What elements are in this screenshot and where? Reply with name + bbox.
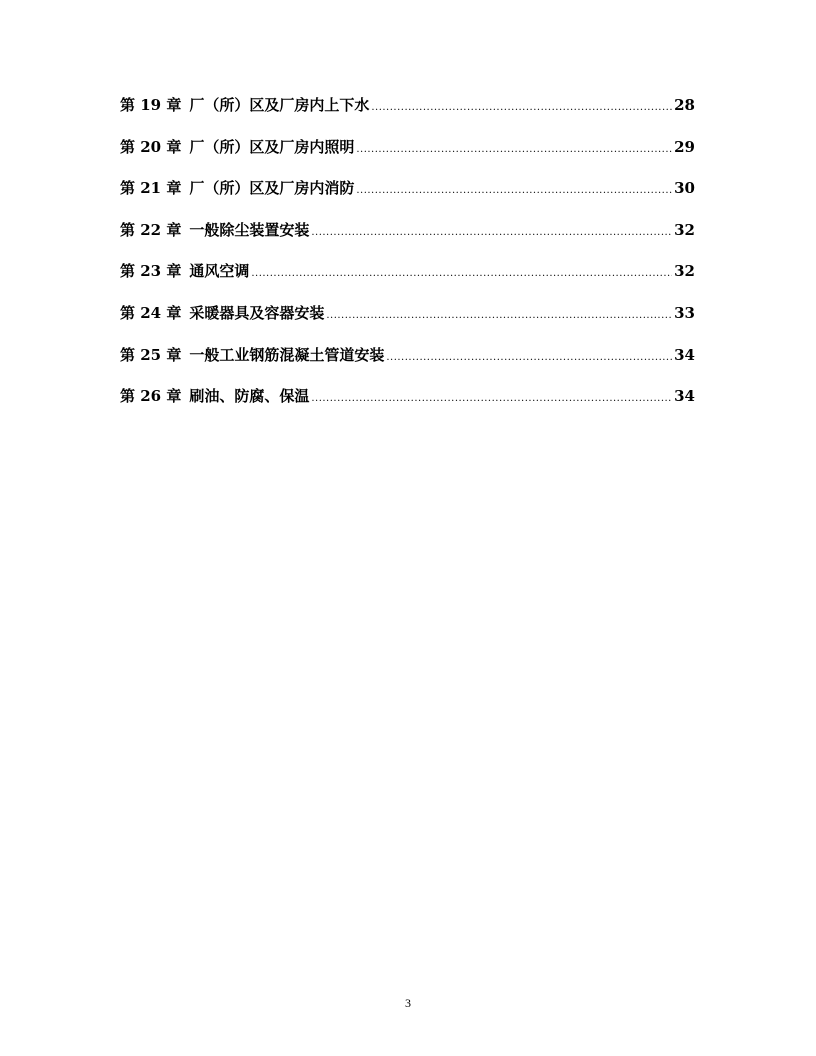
toc-dot-leader	[326, 310, 672, 321]
toc-page-number: 32	[674, 262, 695, 281]
toc-chapter-number: 第 25 章	[120, 345, 182, 364]
toc-page-number: 28	[674, 96, 695, 114]
toc-entry[interactable]	[120, 219, 695, 261]
toc-entry[interactable]	[120, 385, 695, 427]
toc-page-number: 33	[674, 303, 695, 322]
toc-entry-title: 一般工业钢筋混凝土管道安装	[189, 345, 385, 364]
toc-dot-leader	[356, 185, 672, 196]
toc-chapter-number: 第 20 章	[120, 137, 182, 156]
toc-chapter-number: 第 19 章	[120, 96, 182, 114]
toc-chapter-number: 第 24 章	[120, 303, 182, 322]
toc-dot-leader	[311, 393, 672, 404]
toc-page-number: 32	[674, 220, 695, 239]
toc-entry-title: 通风空调	[189, 262, 250, 281]
toc-page-number: 29	[674, 137, 695, 156]
toc-dot-leader	[251, 268, 672, 279]
page-number: 3	[405, 996, 411, 1010]
toc-page-number: 30	[674, 179, 695, 198]
toc-dot-leader	[311, 227, 672, 238]
toc-entry[interactable]	[120, 260, 695, 302]
toc-entry-title: 厂（所）区及厂房内照明	[189, 137, 355, 156]
toc-page-number: 34	[674, 387, 695, 406]
toc-entry-title: 刷油、防腐、保温	[189, 387, 310, 406]
toc-chapter-number: 第 23 章	[120, 262, 182, 281]
toc-entry[interactable]	[120, 302, 695, 344]
toc-entry[interactable]	[120, 136, 695, 178]
toc-entry[interactable]	[120, 344, 695, 386]
toc-page-number: 34	[674, 345, 695, 364]
toc-dot-leader	[371, 102, 672, 113]
toc-entry-title: 厂（所）区及厂房内上下水	[189, 96, 370, 114]
toc-entry-title: 厂（所）区及厂房内消防	[189, 179, 355, 198]
toc-chapter-number: 第 21 章	[120, 179, 182, 198]
toc-entry-title: 采暖器具及容器安装	[189, 303, 325, 322]
toc-dot-leader	[356, 144, 672, 155]
toc-entry[interactable]	[120, 94, 695, 136]
table-of-contents	[120, 94, 695, 427]
toc-entry[interactable]	[120, 177, 695, 219]
toc-dot-leader	[386, 352, 672, 363]
toc-chapter-number: 第 26 章	[120, 387, 182, 406]
toc-entry-title: 一般除尘装置安装	[189, 220, 310, 239]
toc-chapter-number: 第 22 章	[120, 220, 182, 239]
